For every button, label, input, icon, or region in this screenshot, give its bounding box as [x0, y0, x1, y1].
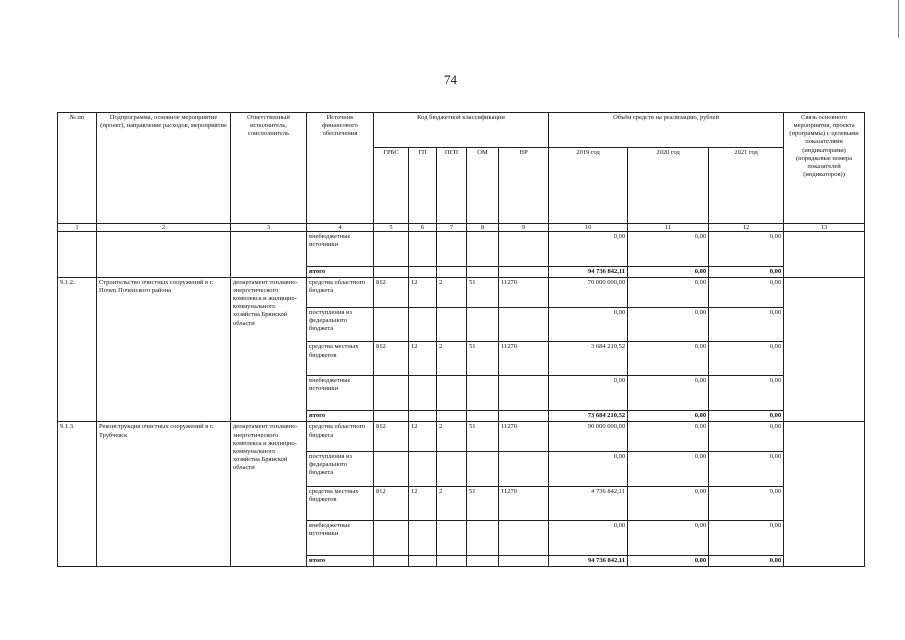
total-2019: 94 736 842,11 — [549, 555, 628, 566]
value-2021: 0,00 — [709, 342, 784, 376]
header-y2021: 2021 год — [709, 147, 784, 223]
header-y2020: 2020 год — [628, 147, 709, 223]
gp-cell: 12 — [409, 342, 437, 376]
nr-cell — [499, 520, 549, 555]
item-no: 9.1.3. — [58, 422, 97, 567]
om-cell: 51 — [467, 277, 499, 307]
value-2020: 0,00 — [628, 422, 709, 452]
value-2021: 0,00 — [709, 231, 784, 266]
item-no: 9.1.2. — [58, 277, 97, 421]
value-2019: 0,00 — [549, 307, 628, 342]
gp-cell: 12 — [409, 486, 437, 520]
om-cell: 51 — [467, 422, 499, 452]
value-2021: 0,00 — [709, 422, 784, 452]
table-row — [58, 422, 865, 452]
column-number: 7 — [437, 223, 467, 231]
value-2019: 4 736 842,11 — [549, 486, 628, 520]
header-pgp: ПГП — [437, 147, 467, 223]
header-y2019: 2019 год — [549, 147, 628, 223]
total-label: итого — [307, 555, 374, 566]
header-budget-code: Код бюджетной классификации — [374, 113, 549, 148]
page-number: 74 — [444, 72, 457, 87]
link-cell — [784, 277, 865, 421]
om-cell — [467, 376, 499, 411]
total-label: итого — [307, 411, 374, 422]
value-2021: 0,00 — [709, 452, 784, 487]
source-cell: средства областного бюджета — [307, 422, 374, 452]
source-cell: внебюджетные источники — [307, 520, 374, 555]
value-2020: 0,00 — [628, 307, 709, 342]
table-row — [58, 277, 865, 307]
value-2019: 0,00 — [549, 452, 628, 487]
value-2021: 0,00 — [709, 307, 784, 342]
nr-cell: 11270 — [499, 277, 549, 307]
column-number: 1 — [58, 223, 97, 231]
header-grbs: ГРБС — [374, 147, 409, 223]
header-gp: ГП — [409, 147, 437, 223]
column-number: 6 — [409, 223, 437, 231]
pgp-cell: 2 — [437, 277, 467, 307]
column-number: 13 — [784, 223, 865, 231]
total-2020: 0,00 — [628, 266, 709, 277]
header-volume: Объём средств на реализацию, рублей — [549, 113, 784, 148]
source-cell: поступления из федерального бюджета — [307, 452, 374, 487]
column-number: 9 — [499, 223, 549, 231]
pgp-cell: 2 — [437, 342, 467, 376]
header-program: Подпрограмма, основное мероприятие (проект), направление расходов, мероприятие — [97, 113, 231, 224]
value-2020: 0,00 — [628, 452, 709, 487]
value-2020: 0,00 — [628, 231, 709, 266]
value-2021: 0,00 — [709, 277, 784, 307]
gp-cell — [409, 376, 437, 411]
om-cell — [467, 520, 499, 555]
total-2021: 0,00 — [709, 411, 784, 422]
nr-cell: 11270 — [499, 342, 549, 376]
column-number: 4 — [307, 223, 374, 231]
pgp-cell — [437, 452, 467, 487]
gp-cell: 12 — [409, 277, 437, 307]
grbs-cell — [374, 307, 409, 342]
gp-cell: 12 — [409, 422, 437, 452]
total-2021: 0,00 — [709, 555, 784, 566]
grbs-cell — [374, 376, 409, 411]
header-no: № пп — [58, 113, 97, 224]
value-2019: 3 684 210,52 — [549, 342, 628, 376]
page-edge-line — [898, 0, 899, 38]
nr-cell — [499, 376, 549, 411]
value-2019: 0,00 — [549, 520, 628, 555]
item-name: Строительство очистных сооружений в г. Почеп Почепского района — [97, 277, 231, 421]
value-2021: 0,00 — [709, 486, 784, 520]
pgp-cell — [437, 376, 467, 411]
source-cell: внебюджетные источники — [307, 376, 374, 411]
header-nr: НР — [499, 147, 549, 223]
column-number: 2 — [97, 223, 231, 231]
pgp-cell — [437, 520, 467, 555]
budget-table — [57, 112, 865, 567]
link-cell — [784, 231, 865, 277]
source-cell: внебюджетные источники — [307, 231, 374, 266]
responsible-cell — [231, 231, 307, 277]
header-om: ОМ — [467, 147, 499, 223]
grbs-cell — [374, 452, 409, 487]
item-responsible: департамент топливно-энергетического комплекса и жилищно-коммунального хозяйства Брянской области — [231, 277, 307, 421]
total-2021: 0,00 — [709, 266, 784, 277]
item-responsible: департамент топливно-энергетического комплекса и жилищно-коммунального хозяйства Брянской области — [231, 422, 307, 567]
source-cell: поступления из федерального бюджета — [307, 307, 374, 342]
value-2021: 0,00 — [709, 520, 784, 555]
nr-cell — [499, 307, 549, 342]
value-2020: 0,00 — [628, 342, 709, 376]
column-number-row — [58, 223, 865, 231]
gp-cell — [409, 452, 437, 487]
value-2020: 0,00 — [628, 520, 709, 555]
om-cell: 51 — [467, 486, 499, 520]
source-cell: средства областного бюджета — [307, 277, 374, 307]
table-row — [58, 231, 865, 266]
total-2020: 0,00 — [628, 411, 709, 422]
column-number: 5 — [374, 223, 409, 231]
grbs-cell: 812 — [374, 342, 409, 376]
link-cell — [784, 422, 865, 567]
no-cell — [58, 231, 97, 277]
pgp-cell: 2 — [437, 422, 467, 452]
om-cell: 51 — [467, 342, 499, 376]
total-2019: 94 736 842,11 — [549, 266, 628, 277]
total-2019: 73 684 210,52 — [549, 411, 628, 422]
header-source: Источник финансового обеспечения — [307, 113, 374, 224]
nr-cell: 11270 — [499, 422, 549, 452]
value-2020: 0,00 — [628, 376, 709, 411]
nr-cell: 11270 — [499, 486, 549, 520]
pgp-cell — [437, 307, 467, 342]
value-2020: 0,00 — [628, 277, 709, 307]
nr-cell — [499, 452, 549, 487]
header-responsible: Ответственный исполнитель, соисполнитель — [231, 113, 307, 224]
pgp-cell: 2 — [437, 486, 467, 520]
value-2021: 0,00 — [709, 376, 784, 411]
source-cell: средства местных бюджетов — [307, 342, 374, 376]
source-cell: средства местных бюджетов — [307, 486, 374, 520]
om-cell — [467, 307, 499, 342]
gp-cell — [409, 520, 437, 555]
column-number: 12 — [709, 223, 784, 231]
program-cell — [97, 231, 231, 277]
header-link: Связь основного мероприятия, проекта (программы) с целевыми показателями (индикаторами) (порядковые номера показателей (индикаторов)) — [784, 113, 865, 224]
grbs-cell — [374, 520, 409, 555]
value-2019: 0,00 — [549, 376, 628, 411]
column-number: 11 — [628, 223, 709, 231]
grbs-cell: 812 — [374, 422, 409, 452]
column-number: 8 — [467, 223, 499, 231]
om-cell — [467, 452, 499, 487]
total-2020: 0,00 — [628, 555, 709, 566]
gp-cell — [409, 307, 437, 342]
value-2019: 90 000 000,00 — [549, 422, 628, 452]
grbs-cell: 812 — [374, 486, 409, 520]
value-2019: 0,00 — [549, 231, 628, 266]
grbs-cell: 812 — [374, 277, 409, 307]
value-2019: 70 000 000,00 — [549, 277, 628, 307]
total-label: итого — [307, 266, 374, 277]
value-2020: 0,00 — [628, 486, 709, 520]
column-number: 10 — [549, 223, 628, 231]
column-number: 3 — [231, 223, 307, 231]
item-name: Реконструкция очистных сооружений в г. Трубчевск — [97, 422, 231, 567]
